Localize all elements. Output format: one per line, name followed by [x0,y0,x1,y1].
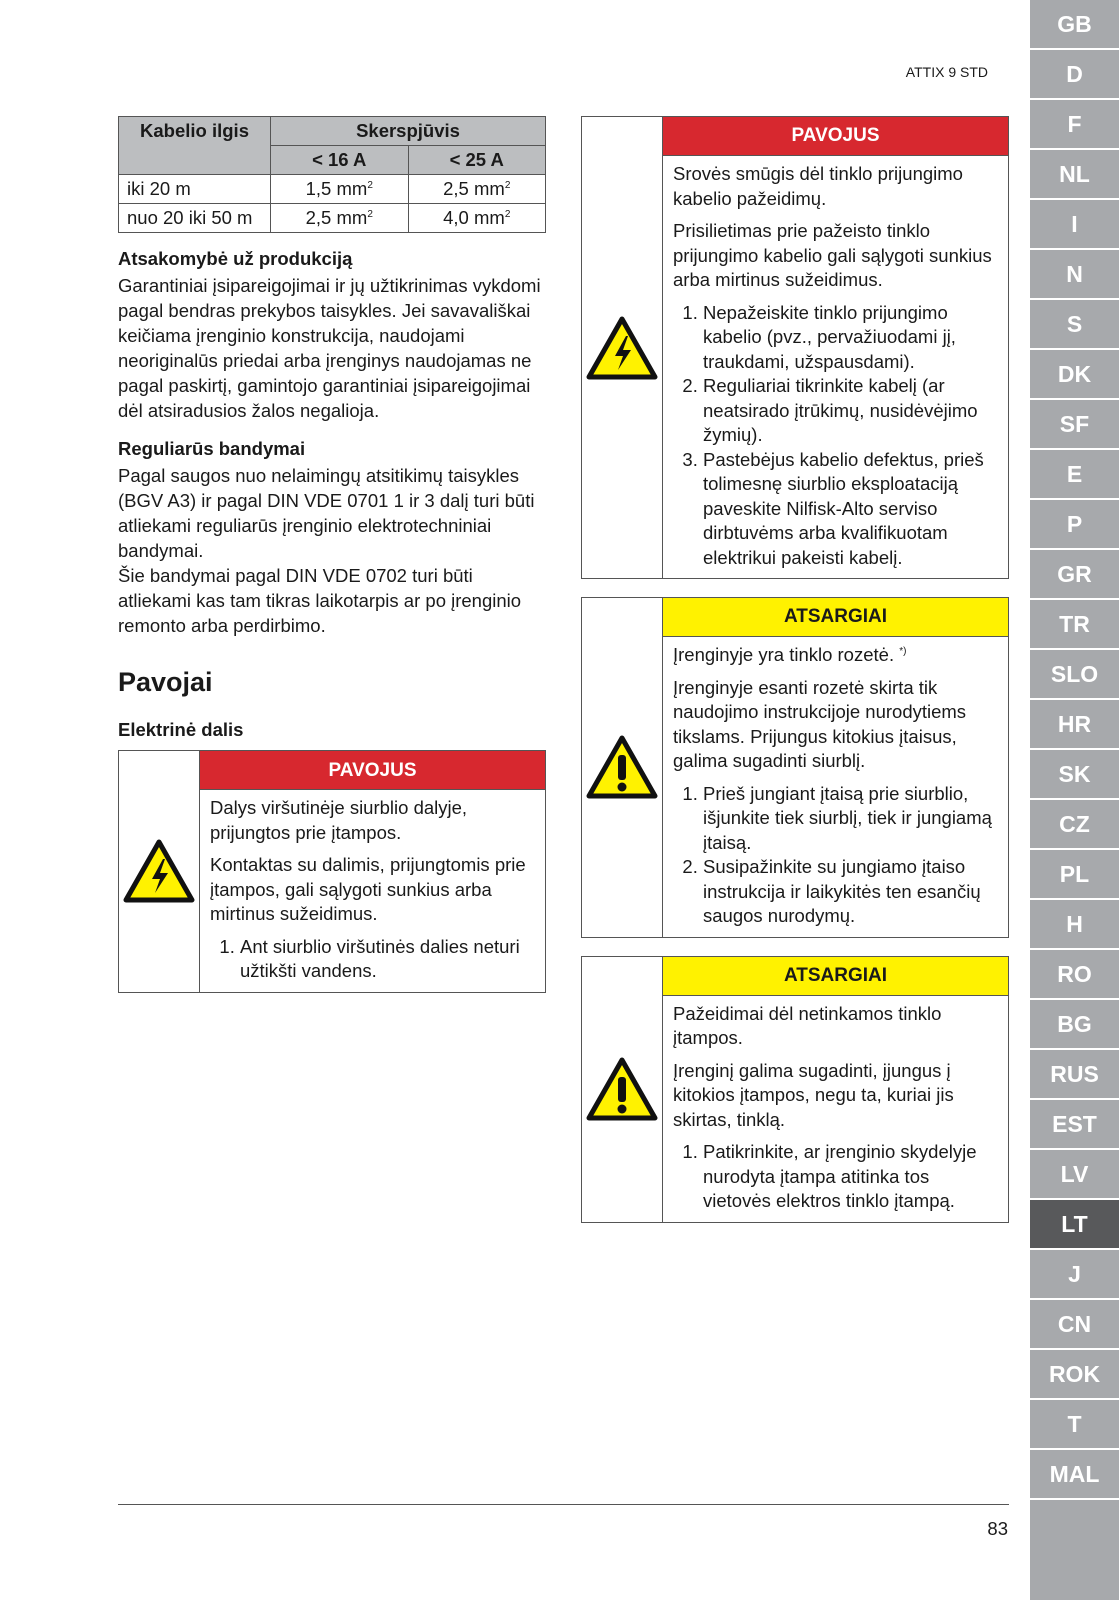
caution-box-socket [581,597,1009,938]
electric-hazard-icon [582,117,663,578]
language-tab-cn[interactable]: CN [1030,1300,1119,1350]
language-tab-f[interactable]: F [1030,100,1119,150]
electric-hazard-icon [119,751,200,992]
danger-box-cable [581,116,1009,579]
language-tab-hr[interactable]: HR [1030,700,1119,750]
caution-label: ATSARGIAI [663,598,1008,637]
danger-label: PAVOJUS [663,117,1008,156]
cell-length: iki 20 m [119,175,271,204]
hazards-title: Pavojai [118,667,213,697]
language-tab-j[interactable]: J [1030,1250,1119,1300]
col-cross-section: Skerspjūvis [271,117,546,146]
language-tab-n[interactable]: N [1030,250,1119,300]
cell-16a: 1,5 $mm^2$ [271,175,409,204]
instruction-list [673,1140,998,1214]
language-tab-gb[interactable]: GB [1030,0,1119,50]
language-tab-d[interactable]: D [1030,50,1119,100]
danger-text-2: Kontaktas su dalimis, prijungtomis prie įtampos, gali sąlygoti sunkius arba mirtinus sužeidimus. [210,854,526,924]
right-column [581,116,1009,1223]
table-row [119,175,546,204]
footer-divider [118,1504,1009,1505]
list-item: 2. Reguliariai tikrinkite kabelį (ar neatsirado įtrūkimų, nusidėvėjimo žymių). [703,374,998,448]
left-column [118,116,546,993]
caution-text-2: Įrenginyje esanti rozetė skirta tik naudojimo instrukcijoje nurodytiems tikslams. Prijungus kitokius įtaisus, galima sugadinti siurblį. [673,676,967,771]
language-tab-dk[interactable]: DK [1030,350,1119,400]
language-tab-t[interactable]: T [1030,1400,1119,1450]
list-item: 1. Prieš jungiant įtaisą prie siurblio, išjunkite tiek siurblį, tiek ir jungiamą įtaisą. [703,782,998,856]
model-name: ATTIX 9 STD [905,64,988,80]
language-tab-slo[interactable]: SLO [1030,650,1119,700]
list-item: 2. Susipažinkite su jungiamo įtaiso instrukcija ir laikykitės ten esančių saugos nurodymų. [703,855,998,929]
electrical-subtitle: Elektrinė dalis [118,719,244,740]
language-tab-tr[interactable]: TR [1030,600,1119,650]
cell-length: nuo 20 iki 50 m [119,204,271,233]
language-tab-h[interactable]: H [1030,900,1119,950]
cell-25a: 2,5 $mm^2$ [408,175,546,204]
regular-tests-p1: Pagal saugos nuo nelaimingų atsitikimų taisykles (BGV A3) ir pagal DIN VDE 0701 1 ir 3 dalį turi būti atliekami reguliarūs įrenginio elektrotechniniai bandymai. [118,465,535,561]
language-tab-rok[interactable]: ROK [1030,1350,1119,1400]
language-tab-gr[interactable]: GR [1030,550,1119,600]
language-tab-e[interactable]: E [1030,450,1119,500]
list-item: 3. Pastebėjus kabelio defektus, prieš tolimesnę siurblio eksploataciją paveskite Nilfisk-Alto serviso dirbtuvėms arba kvalifikuotam elektrikui pakeisti kabelį. [703,448,998,571]
language-tab-rus[interactable]: RUS [1030,1050,1119,1100]
table-row [119,204,546,233]
caution-text-1: Įrenginyje yra tinklo rozetė. *) [673,644,907,665]
language-tab-s[interactable]: S [1030,300,1119,350]
language-tab-pl[interactable]: PL [1030,850,1119,900]
language-tab-p[interactable]: P [1030,500,1119,550]
col-cable-length: Kabelio ilgis [119,117,271,175]
regular-tests-title: Reguliarūs bandymai [118,438,306,459]
language-tab-nl[interactable]: NL [1030,150,1119,200]
language-tab-lt[interactable]: LT [1030,1200,1119,1250]
cell-25a: 4,0 $mm^2$ [408,204,546,233]
language-tab-mal[interactable]: MAL [1030,1450,1119,1500]
language-tab-cz[interactable]: CZ [1030,800,1119,850]
caution-text-1: Pažeidimai dėl netinkamos tinklo įtampos. [673,1002,942,1048]
list-item: 1. Patikrinkite, ar įrenginio skydelyje nurodyta įtampa atitinka tos vietovės elektros tinklo įtampą. [703,1140,998,1214]
language-tab-est[interactable]: EST [1030,1100,1119,1150]
language-tab-ro[interactable]: RO [1030,950,1119,1000]
danger-label: PAVOJUS [200,751,545,790]
cable-table [118,116,546,233]
language-tab-bg[interactable]: BG [1030,1000,1119,1050]
cell-16a: 2,5 $mm^2$ [271,204,409,233]
caution-text-2: Įrenginį galima sugadinti, įjungus į kitokios įtampos, negu ta, kuriai jis skirtas, tinklą. [673,1059,954,1130]
caution-box-voltage [581,956,1009,1223]
instruction-list [673,782,998,929]
regular-tests-p2: Šie bandymai pagal DIN VDE 0702 turi būti atliekami kas tam tikras laikotarpis ar po įrenginio remonto arba perdirbimo. [118,565,522,636]
caution-label: ATSARGIAI [663,957,1008,996]
product-liability-text: Garantiniai įsipareigojimai ir jų užtikrinimas vykdomi pagal bendras prekybos taisykles. Jei savavališkai keičiama įrenginio konstrukcija, naudojami neoriginalūs priedai arba įrenginys naudojamas ne pagal paskirtį, gamintojo garantiniai įsipareigojimai dėl atsiradusios žalos negalioja. [118,275,541,421]
danger-text-1: Srovės smūgis dėl tinklo prijungimo kabelio pažeidimų. [673,163,963,209]
exclamation-warning-icon [582,598,663,937]
language-tab-lv[interactable]: LV [1030,1150,1119,1200]
list-item: 1. Nepažeiskite tinklo prijungimo kabelio (pvz., pervažiuodami jį, traukdami, užspausdami). [703,301,998,375]
col-25a: < 25 A [408,146,546,175]
instruction-list [210,935,535,984]
danger-text-2: Prisilietimas prie pažeisto tinklo prijungimo kabelio gali sąlygoti sunkius arba mirtinus sužeidimus. [673,220,992,290]
list-item: 1. Ant siurblio viršutinės dalies neturi užtikšti vandens. [240,935,535,984]
product-liability-title: Atsakomybė už produkciją [118,248,353,269]
danger-text-1: Dalys viršutinėje siurblio dalyje, prijungtos prie įtampos. [210,797,468,843]
language-tabs [1030,0,1119,1600]
language-tab-sk[interactable]: SK [1030,750,1119,800]
language-tab-sf[interactable]: SF [1030,400,1119,450]
exclamation-warning-icon [582,957,663,1222]
instruction-list [673,301,998,571]
col-16a: < 16 A [271,146,409,175]
danger-box-live-parts [118,750,546,993]
language-tab-i[interactable]: I [1030,200,1119,250]
page-number: 83 [987,1518,1008,1539]
